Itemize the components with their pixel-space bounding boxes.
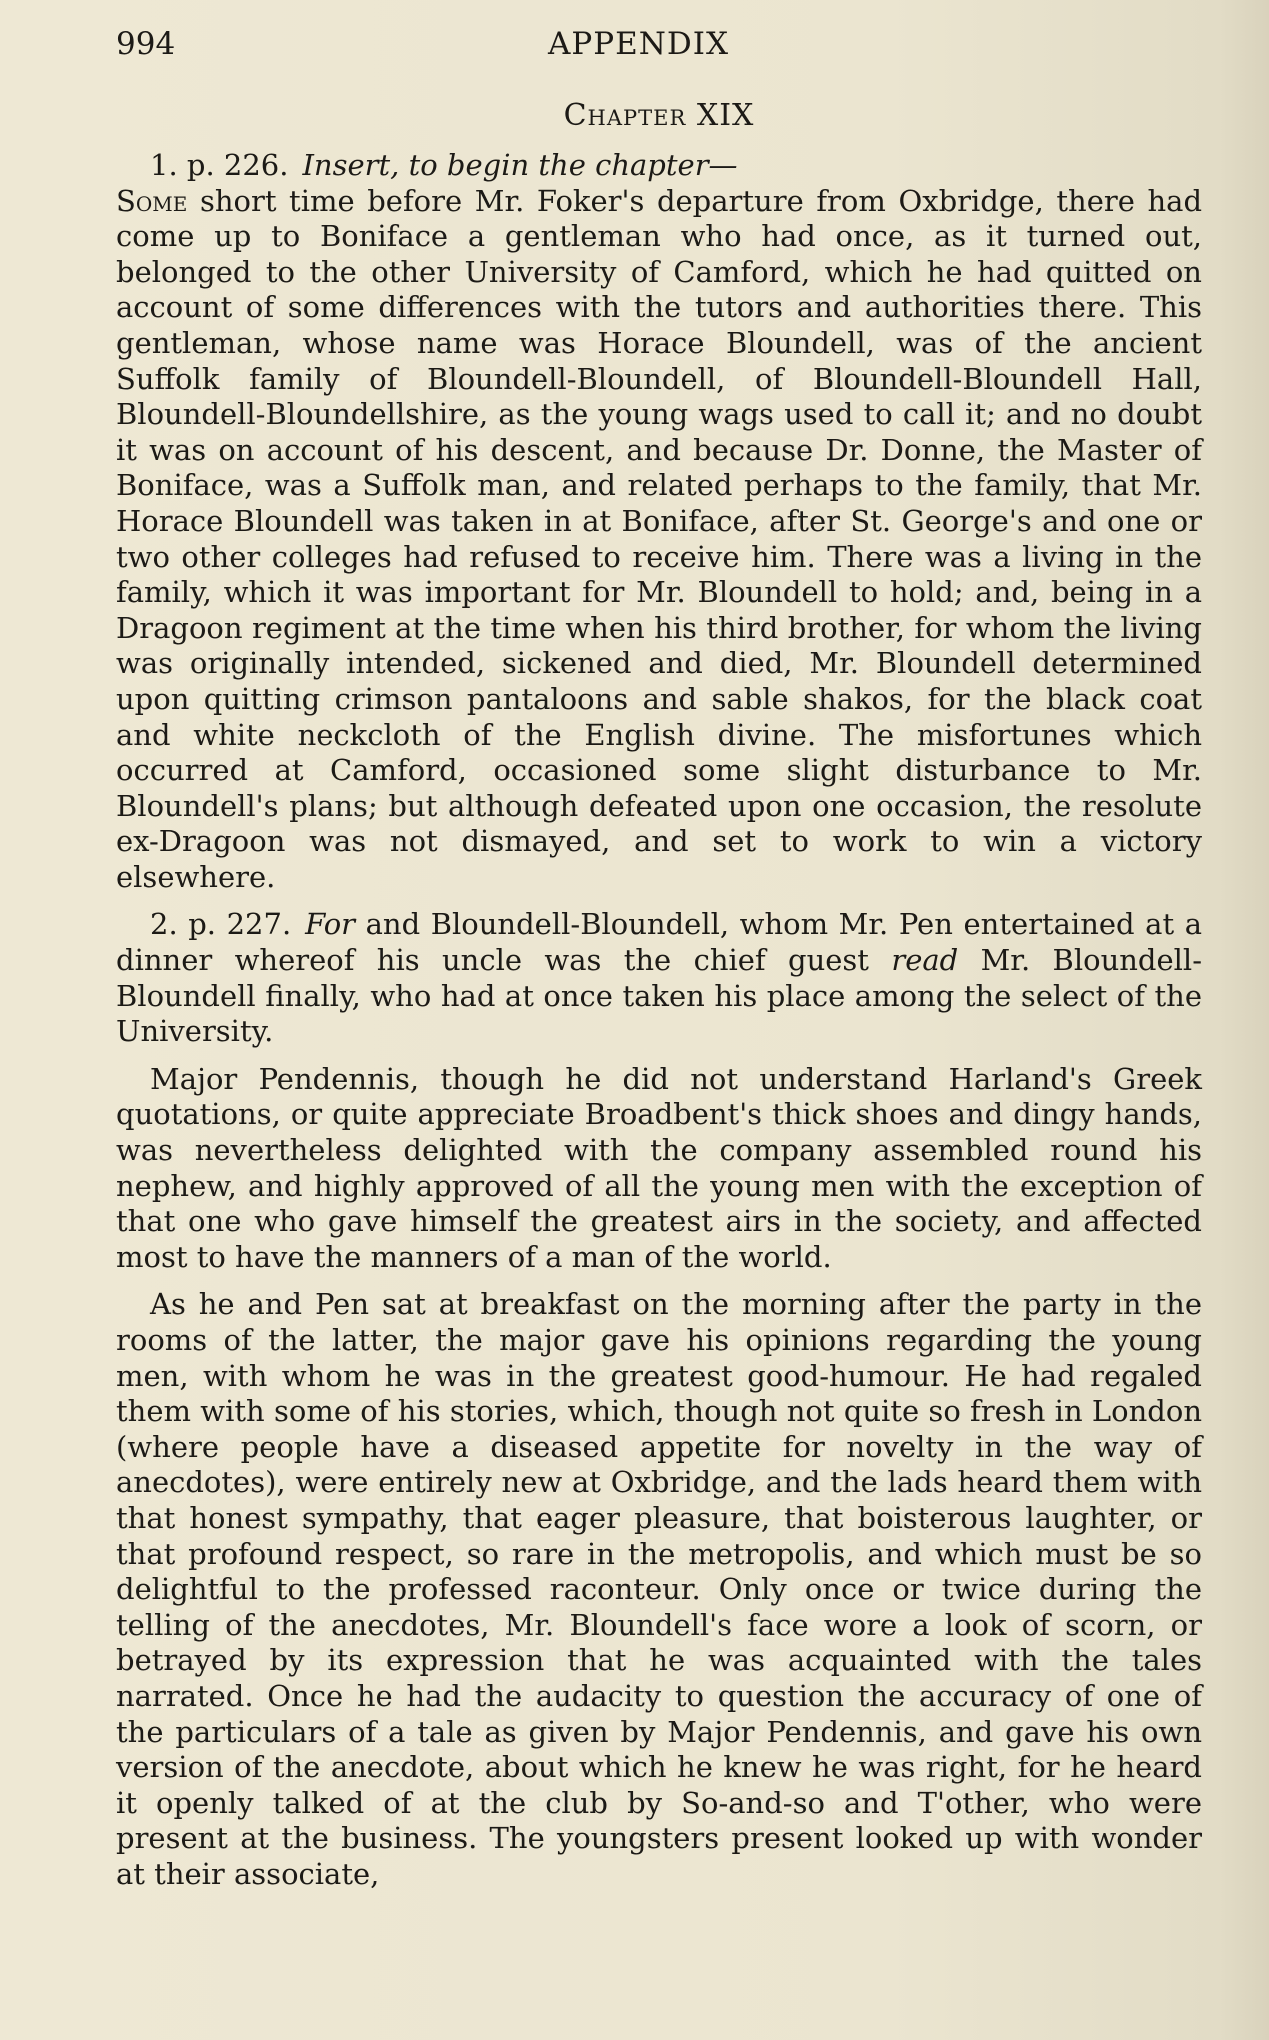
page-header <box>116 22 1202 66</box>
note-1-heading <box>116 148 1202 184</box>
paragraph-3: Major Pendennis, though he did not understand Harland's Greek quotations, or quite appreciate Broadbent's thick shoes and dingy hands, was nevertheless delighted with the company assembled round his nephew, and highly approved of all the young men with the exception of that one who gave himself the greatest airs in the society, and affected most to have the manners of a man of the world. <box>116 1061 1202 1274</box>
note-2-quoted: and Bloundell-Bloundell, whom Mr. Pen entertained at a dinner whereof his uncle was the chief guest <box>116 907 1202 978</box>
chapter-title: Chapter XIX <box>563 98 755 133</box>
note-2 <box>116 907 1202 1049</box>
appendix-text <box>116 148 1202 1905</box>
paragraph-1-lead: Some <box>116 183 188 218</box>
running-head: APPENDIX <box>548 26 730 62</box>
page-number: 994 <box>116 26 176 62</box>
note-2-ref: 2. p. 227. <box>150 907 292 942</box>
note-2-for: For <box>305 907 356 942</box>
note-2-read: read <box>891 943 959 978</box>
note-2-replacement: Mr. Bloundell-Bloundell finally, who had at once taken his place among the select of the University. <box>116 943 1202 1049</box>
paragraph-4: As he and Pen sat at breakfast on the morning after the party in the rooms of the latter, the major gave his opinions regarding the young men, with whom he was in the greatest good-humour. He had regaled them with some of his stories, which, though not quite so fresh in London (where people have a diseased appetite for novelty in the way of anecdotes), were entirely new at Oxbridge, and the lads heard them with that honest sympathy, that eager pleasure, that boisterous laughter, or that profound respect, so rare in the metropolis, and which must be so delightful to the professed raconteur. Only once or twice during the telling of the anecdotes, Mr. Bloundell's face wore a look of scorn, or betrayed by its expression that he was acquainted with the tales narrated. Once he had the audacity to question the accuracy of one of the particulars of a tale as given by Major Pendennis, and gave his own version of the anecdote, about which he knew he was right, for he heard it openly talked of at the club by So-and-so and T'other, who were present at the business. The youngsters present looked up with wonder at their associate, <box>116 1287 1202 1891</box>
note-1-direction: Insert, to begin the chapter— <box>302 148 738 182</box>
paragraph-1 <box>116 184 1202 896</box>
note-1-ref: 1. p. 226. <box>150 148 289 182</box>
paragraph-1-text: short time before Mr. Foker's departure from Oxbridge, there had come up to Boniface a gentleman who had once, as it turned out, belonged to the other University of Camford, which he had quitted on account of some differences with the tutors and authorities there. This gentleman, whose name was Horace Bloundell, was of the ancient Suffolk family of Bloundell-Bloundell, of Bloundell-Bloundell Hall, Bloundell-Bloundellshire, as the young wags used to call it; and no doubt it was on account of his descent, and because Dr. Donne, the Master of Boniface, was a Suffolk man, and related perhaps to the family, that Mr. Horace Bloundell was taken in at Boniface, after St. George's and one or two other colleges had refused to receive him. There was a living in the family, which it was important for Mr. Bloundell to hold; and, being in a Dragoon regiment at the time when his third brother, for whom the living was originally intended, sickened and died, Mr. Bloundell determined upon quitting crimson pantaloons and sable shakos, for the black coat and white neckcloth of the English divine. The misfortunes which occurred at Camford, occasioned some slight disturbance to Mr. Bloundell's plans; but although defeated upon one occasion, the resolute ex-Dragoon was not dismayed, and set to work to win a victory elsewhere. <box>116 183 1203 894</box>
